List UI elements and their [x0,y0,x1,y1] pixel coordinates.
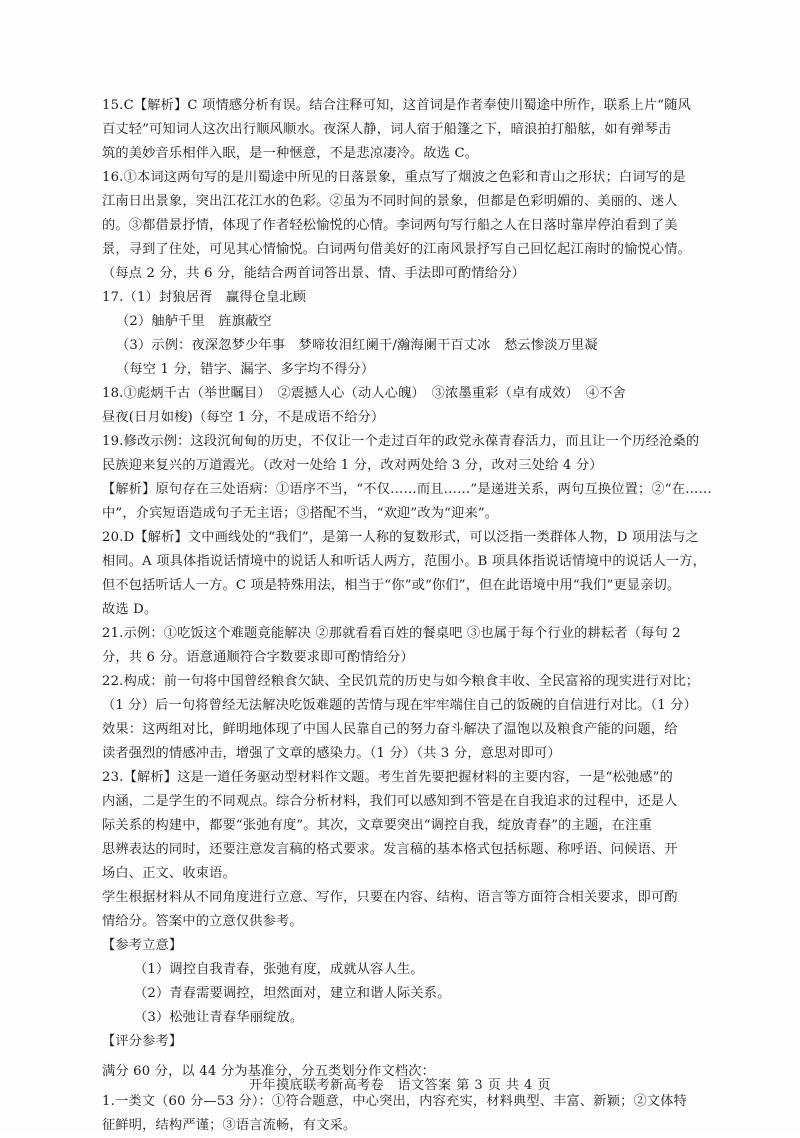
q22-line-2: （1 分）后一句将曾经无法解决吃饭难题的苦情与现在牢牢端住自己的饭碗的自信进行对比。（1 分） [102,698,698,713]
q23-line-3: 际关系的构建中，都要“张弛有度”。其次，文章要突出“调控自我，绽放青春”的主题，在注重 [102,818,652,833]
q19-analysis-1: 【解析】原句存在三处语病：①语序不当，“不仅……而且……”是递进关系，两句互换位置；②“在…… [102,482,712,497]
q19-line-1: 19.修改示例：这段沉甸甸的历史，不仅让一个走过百年的政党永葆青春活力，而且让一个历经沧桑的 [102,434,700,449]
q19-analysis-2: 中”，介宾短语造成句子无主语；③搭配不当，“欢迎”改为“迎来”。 [102,506,499,521]
q16-line-2: 江南日出景象，突出江花江水的色彩。②虽为不同时间的景象，但都是色彩明媚的、美丽的、迷人 [102,194,678,209]
grade-one-line-1: 1.一类文（60 分—53 分）：①符合题意，中心突出，内容充实，材料典型、丰富、新颖；②文体特 [102,1094,688,1109]
q17-part-3: （3）示例：夜深忽梦少年事 梦啼妆泪红阑干/瀚海阑干百丈冰 愁云惨淡万里凝 [116,338,598,353]
q22-line-3: 效果：这两组对比，鲜明地体现了中国人民靠自己的努力奋斗解决了温饱以及粮食产能的问题，给 [102,722,678,737]
q22-line-4: 读者强烈的情感冲击，增强了文章的感染力。（1 分）（共 3 分，意思对即可） [102,746,561,761]
q16-line-1: 16.①本词这两句写的是川蜀途中所见的日落景象，重点写了烟波之色彩和青山之形状；白词写的是 [102,170,686,185]
q17-part-1: 17.（1）封狼居胥 赢得仓皇北顾 [102,290,307,305]
q23-line-4: 思辨表达的同时，还要注意发言稿的格式要求。发言稿的基本格式包括标题、称呼语、问候语、开 [102,842,678,857]
q16-line-3: 的。③都借景抒情，体现了作者轻松愉悦的心情。李词两句写行船之人在日落时靠岸停泊看到了美 [102,218,678,233]
q23-line-6: 学生根据材料从不同角度进行立意、写作，只要在内容、结构、语言等方面符合相关要求，即可酌 [102,890,678,905]
q18-line-1: 18.①彪炳千古（举世瞩目） ②震撼人心（动人心魄） ③浓墨重彩（卓有成效） ④不舍 [102,386,626,401]
reference-theme-3: （3）松弛让青春华丽绽放。 [134,1010,304,1025]
q23-line-7: 情给分。答案中的立意仅供参考。 [102,914,303,929]
reference-theme-1: （1）调控自我青春，张弛有度，成就从容人生。 [134,962,424,977]
q23-line-1: 23.【解析】这是一道任务驱动型材料作文题。考生首先要把握材料的主要内容，一是“松弛感”的 [102,770,673,785]
q20-line-1: 20.D【解析】文中画线处的“我们”，是第一人称的复数形式，可以泛指一类群体人物，D 项用法与之 [102,530,699,545]
q19-line-2: 民族迎来复兴的万道霞光。（改对一处给 1 分，改对两处给 3 分，改对三处给 4 分） [102,458,603,473]
q17-scoring-note: （每空 1 分，错字、漏字、多字均不得分） [116,362,375,377]
answer-content [102,94,712,1138]
q15-line-2: 百丈轻”可知词人这次出行顺风顺水。夜深人静，词人宿于船篷之下，暗浪拍打船舷，如有弹琴击 [102,122,672,137]
q23-line-2: 内涵，二是学生的不同观点。综合分析材料，我们可以感知到不管是在自我追求的过程中，还是人 [102,794,678,809]
q23-line-5: 场白、正文、收束语。 [102,866,236,881]
grade-one-line-2: 征鲜明，结构严谨；③语言流畅，有文采。 [102,1118,357,1133]
q20-line-4: 故选 D。 [102,602,158,617]
q15-line-1: 15.C【解析】C 项情感分析有误。结合注释可知，这首词是作者奉使川蜀途中所作，联系上片“随风 [102,98,691,113]
q18-line-2: 昼夜(日月如梭)（每空 1 分，不是成语不给分） [102,410,385,425]
q16-line-4: 景，寻到了住处，可见其心情愉悦。白词两句借美好的江南风景抒写自己回忆起江南时的愉悦心情。 [102,242,692,257]
q17-part-2: （2）舳舻千里 旌旗蔽空 [116,314,272,329]
q20-line-3: 但不包括听话人一方。C 项是特殊用法，相当于“你”或“你们”，但在此语境中用“我们”更显亲切。 [102,578,681,593]
q16-scoring-note: （每点 2 分，共 6 分，能结合两首词答出景、情、手法即可酌情给分） [102,266,525,281]
q21-line-1: 21.示例：①吃饭这个难题竟能解决 ②那就看看百姓的餐桌吧 ③也属于每个行业的耕耘者（每句 2 [102,626,681,641]
reference-theme-heading: 【参考立意】 [102,938,183,953]
q20-line-2: 相同。A 项具体指说话情境中的说话人和听话人两方，范围小。B 项具体指说话情境中的说话人一方， [102,554,707,569]
q15-line-3: 筑的美妙音乐相伴入眠，是一种惬意，不是悲凉凄冷。故选 C。 [102,146,479,161]
reference-theme-2: （2）青春需要调控，坦然面对，建立和谐人际关系。 [134,986,451,1001]
q22-line-1: 22.构成：前一句将中国曾经粮食欠缺、全民饥荒的历史与如今粮食丰收、全民富裕的现实进行对比； [102,674,700,689]
scoring-reference-heading: 【评分参考】 [102,1034,183,1049]
page-footer: 开年摸底联考新高考卷 语文答案 第 3 页 共 4 页 [249,1078,551,1093]
q21-line-2: 分，共 6 分。语意通顺符合字数要求即可酌情给分） [102,650,414,665]
scoring-base-line: 满分 60 分，以 44 分为基准分，分五类划分作文档次： [102,1064,436,1079]
